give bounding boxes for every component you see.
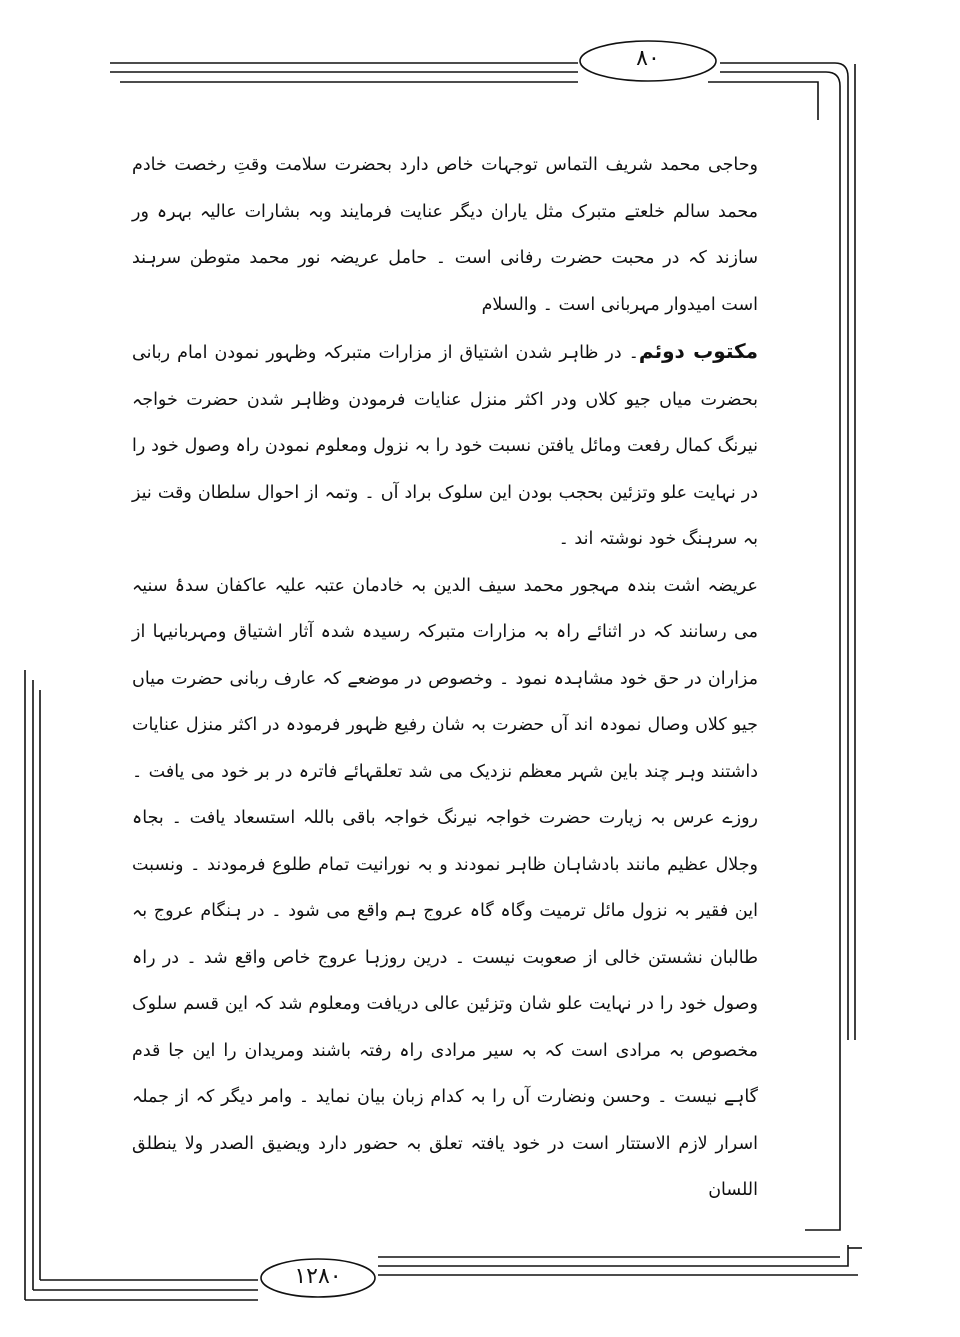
paragraph-2-text: ۔ در ظاہر شدن اشتیاق از مزارات متبرکہ وظہور نمودن امام ربانی بحضرت میاں جیو کلاں ودر اکثر منزل عنایات فرمودن وظاہر شدن حضرت خواجہ نیرنگ کمال رفعت ومائل یافتن نسبت خود را بہ نزول ومعلوم نمودن راہ وصول خود را در نہایت علو وتزئین بحجب بودن این سلوک براد آں ۔ وتمہ از احوال سلطان وقت نیز بہ سرہنگ خود نوشتہ اند ۔ xyxy=(132,343,758,549)
bottom-page-number: ۱۲۸۰ xyxy=(294,1264,342,1289)
paragraph-1: وحاجی محمد شریف التماس توجہات خاص دارد بحضرت سلامت وقتِ رخصت خادم محمد سالم خلعتے متبرک مثل یاران دیگر عنایت فرمایند وبہ بشارات عالیہ بہرہ ور سازند کہ در محبت حضرت رفانی است ۔ حامل عریضہ نور محمد متوطن سرہند است امیدوار مہربانی است ۔ والسلام xyxy=(132,155,758,315)
border-top-right-3 xyxy=(708,82,818,120)
top-page-number: ۸۰ xyxy=(636,46,660,71)
paragraph-3: عریضہ اشت بندہ مہجور محمد سیف الدین بہ خادمان عتبہ علیہ عاکفان سدۂ سنیہ می رسانند کہ در اثنائے راہ بہ مزارات متبرکہ رسیدہ شدہ آثار اشتیاق ومہربانیہا از مزاران در حق خود مشاہدہ نمود ۔ وخصوص در موضعے کہ عارف ربانی حضرت میاں جیو کلاں وصال نمودہ اند آں حضرت بہ شان رفیع ظہور فرمودہ در اکثر منزل عنایات داشتند وہر چند باین شہر معظم نزدیک می شد تعلقہائے فاترہ در بر خود می یافت ۔ روزے عرس بہ زیارت حضرت خواجہ نیرنگ خواجہ باقی باللہ استسعاد یافت ۔ بجاہ وجلال عظیم مانند بادشاہان ظاہر نمودند و بہ نورانیت تمام طلوع فرمودند ۔ ونسبت این فقیر بہ نزول مائل ترمیت وگاہ گاہ عروج ہم واقع می شود ۔ در ہنگام عروج بہ طالبان نشستن خالی از صعوبت نیست ۔ درین روزہا عروج خاص واقع شد ۔ در راہ وصول خود را در نہایت علو شان وتزئین عالی دریافت ومعلوم شد کہ این قسم سلوک مخصوص بہ مرادی است کہ بہ سیر مرادی راہ رفتہ باشند ومریدان را این جا قدم گاہے نیست ۔ وحسن ونضارت آں را بہ کدام زبان بیان نماید ۔ وامر دیگر کہ از جملہ اسرار لازم الاستتار است در خود یافتہ تعلق بہ حضور دارد ویضیق الصدر ولا ینطلق اللسان xyxy=(132,575,758,1200)
main-text xyxy=(132,142,758,1214)
letter-heading: مکتوب دوئم xyxy=(638,339,758,363)
border-bottom-right-2 xyxy=(378,1245,848,1266)
paragraph-2 xyxy=(132,328,758,563)
